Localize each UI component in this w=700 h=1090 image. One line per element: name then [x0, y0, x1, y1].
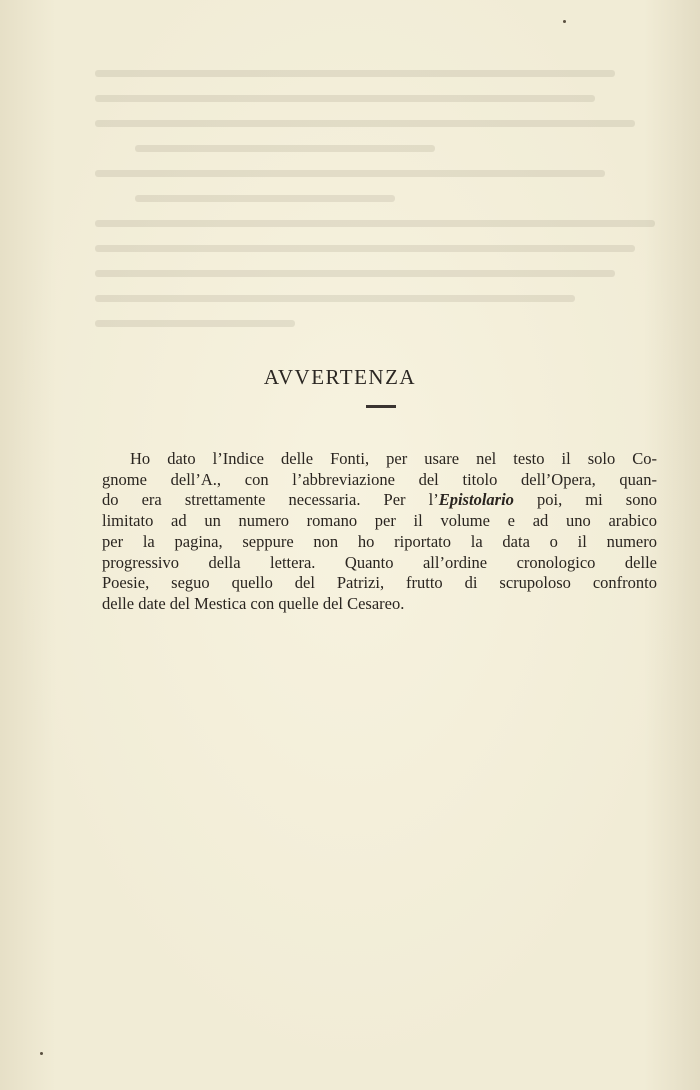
italic-title: Epistolario — [438, 490, 514, 510]
show-through-text — [95, 60, 655, 390]
body-paragraph — [102, 449, 657, 615]
title-rule — [366, 405, 396, 408]
paper-speck — [40, 1052, 43, 1055]
text-line — [102, 490, 657, 511]
text-line: Poesie, seguo quello del Patrizi, frutto di scrupoloso confronto — [102, 573, 657, 593]
page-title: AVVERTENZA — [263, 365, 417, 389]
text-line: limitato ad un numero romano per il volume e ad uno arabico — [102, 511, 657, 531]
paper-speck — [563, 20, 566, 23]
text-line: per la pagina, seppure non ho riportato la data o il numero — [102, 531, 657, 551]
text-line: Ho dato l’Indice delle Fonti, per usare nel testo il solo Co- — [130, 449, 657, 468]
text-line: delle date del Mestica con quelle del Cesareo. — [102, 593, 405, 613]
text-line: progressivo della lettera. Quanto all’ordine cronologico delle — [102, 552, 657, 572]
text-line: gnome dell’A., con l’abbreviazione del titolo dell’Opera, quan- — [102, 469, 657, 489]
text-span: poi, mi sono — [513, 490, 657, 510]
text-span: do era strettamente necessaria. Per l’ — [102, 490, 439, 510]
